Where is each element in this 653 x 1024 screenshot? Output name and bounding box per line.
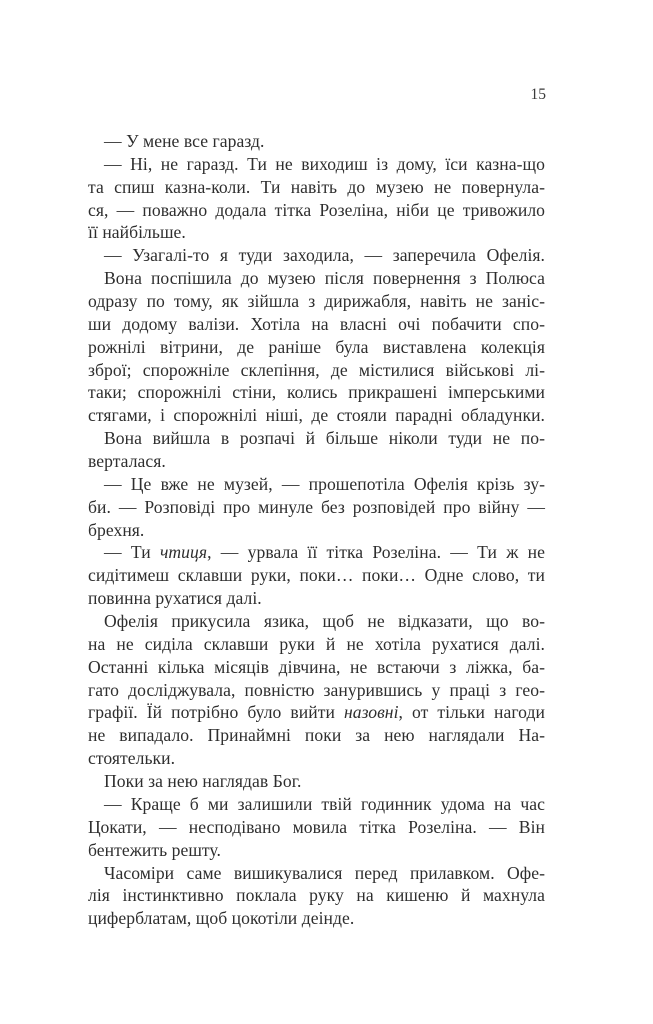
italic-term-chtytsia: чтиця: [159, 542, 208, 563]
text-line: — Це вже не музей, — прошепотіла Офелія крізь зу-: [104, 473, 545, 494]
page-number: 15: [530, 86, 546, 103]
text-line: ся, — поважно додала тітка Розеліна, ніби це тривожило: [88, 199, 545, 220]
text-line: лія інстинктивно поклала руку на кишеню й махнула: [88, 885, 545, 906]
text-line: гато досліджувала, повністю занурившись у праці з гео-: [88, 679, 545, 700]
text-line: не випадало. Принаймні поки за нею наглядали На-: [88, 725, 545, 746]
text-line: [88, 701, 545, 724]
text-line: ши додому валізи. Хотіла на власні очі побачити спо-: [88, 313, 545, 334]
text-line: Вона вийшла в розпачі й більше ніколи туди не по-: [104, 428, 545, 449]
text-line: циферблатам, щоб цокотіли деінде.: [88, 908, 355, 929]
italic-term-nazovni: назовні: [343, 702, 399, 723]
body-text: [88, 130, 545, 930]
text-line: — Узагалі-то я туди заходила, — заперечила Офелія.: [104, 245, 545, 266]
text-line: повинна рухатися далі.: [88, 588, 262, 609]
text-line: сидітимеш склавши руки, поки… поки… Одне слово, ти: [88, 565, 545, 586]
text-line: рожнілі вітрини, де раніше була виставлена колекція: [88, 336, 545, 357]
text-line: Поки за нею наглядав Бог.: [104, 771, 302, 792]
text-segment: — Ти: [104, 542, 160, 563]
text-line: — У мене все гаразд.: [104, 131, 265, 151]
text-segment: , от тільки нагоди: [398, 702, 545, 723]
text-line: її найбільше.: [88, 222, 186, 243]
text-line: Останні кілька місяців дівчина, не встаючи з ліжка, ба-: [88, 656, 545, 677]
text-line: Цокати, — несподівано мовила тітка Розеліна. — Він: [88, 816, 545, 837]
text-line: одразу по тому, як зійшла з дирижабля, навіть не заніс-: [88, 291, 545, 312]
text-line: стоятельки.: [88, 748, 176, 769]
text-line: [88, 541, 545, 564]
text-line: Офелія прикусила язика, щоб не відказати, що во-: [104, 611, 545, 632]
text-line: стягами, і спорожнілі ніші, де стояли парадні обладунки.: [88, 405, 545, 426]
text-segment: графії. Їй потрібно було вийти: [88, 702, 344, 723]
text-line: та спиш казна-коли. Ти навіть до музею не повернула-: [88, 176, 545, 197]
text-line: би. — Розповіді про минуле без розповідей про війну —: [88, 496, 545, 517]
text-segment: , — урвала її тітка Розеліна. — Ти ж не: [207, 542, 545, 563]
text-line: Вона поспішила до музею після повернення з Полюса: [104, 268, 545, 289]
text-line: зброї; спорожніле склепіння, де містилися військові лі-: [88, 359, 545, 380]
text-line: Часоміри саме вишикувалися перед прилавком. Офе-: [104, 862, 545, 883]
text-line: на не сиділа склавши руки й не хотіла рухатися далі.: [88, 633, 545, 654]
text-line: верталася.: [88, 451, 166, 472]
text-line: брехня.: [88, 519, 145, 540]
text-line: — Краще б ми залишили твій годинник удома на час: [104, 793, 545, 814]
text-line: таки; спорожнілі стіни, колись прикрашені імперськими: [88, 382, 545, 403]
text-line: бентежить решту.: [88, 839, 221, 860]
text-line: — Ні, не гаразд. Ти не виходиш із дому, їси казна-що: [104, 153, 545, 174]
